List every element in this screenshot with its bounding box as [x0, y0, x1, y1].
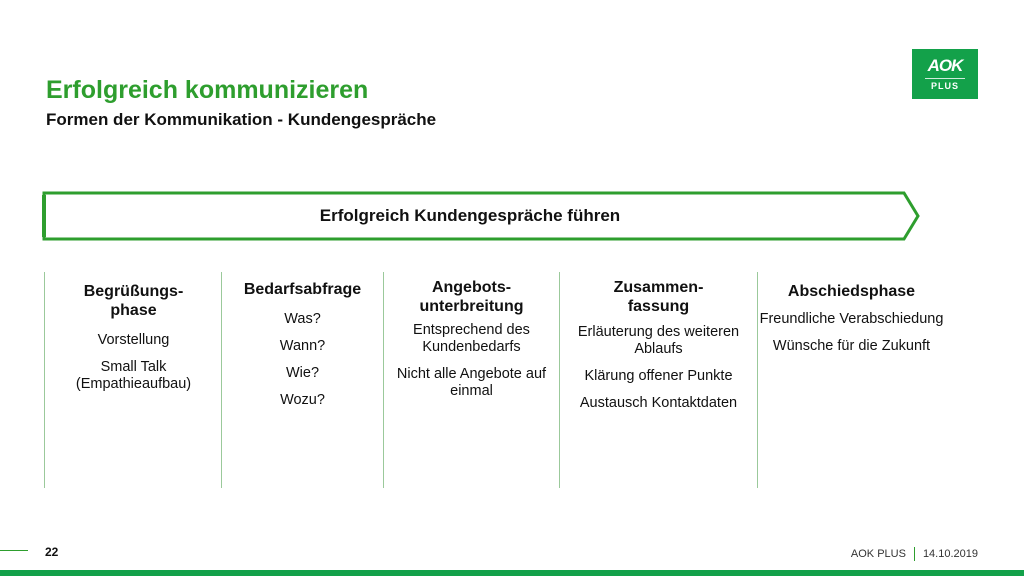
- footer-org: AOK PLUS: [850, 547, 906, 560]
- footer-info: [851, 547, 978, 561]
- footer-date: 14.10.2019: [922, 547, 978, 560]
- logo-subline: PLUS: [925, 78, 965, 91]
- page-number: 22: [45, 545, 59, 559]
- bottom-brand-bar: [0, 570, 1024, 576]
- phase-item: Klärung offener Punkte: [584, 368, 733, 384]
- phase-item: Was?: [284, 311, 321, 327]
- phase-column-summary: [559, 272, 757, 488]
- footer-accent-line: [0, 550, 28, 551]
- phase-item: Wünsche für die Zukunft: [772, 338, 931, 354]
- banner-title: Erfolgreich Kundengespräche führen: [319, 206, 621, 225]
- aok-plus-logo: [912, 49, 978, 99]
- phase-item: Wie?: [285, 365, 320, 381]
- logo-wordmark: AOK: [927, 56, 963, 75]
- phase-item: Entsprechend des Kundenbedarfs: [413, 322, 530, 355]
- phase-column-farewell: [757, 272, 945, 488]
- phase-heading: Begrüßungs- phase: [83, 283, 184, 319]
- page-title: Erfolgreich kommunizieren: [46, 76, 369, 104]
- phase-item: Vorstellung: [97, 332, 170, 348]
- phase-heading: Zusammen- fassung: [613, 279, 704, 315]
- phase-item: Erläuterung des weiteren Ablaufs: [577, 324, 740, 357]
- phase-column-offer: [383, 272, 559, 488]
- phase-item: Wozu?: [280, 392, 325, 408]
- phase-item: Austausch Kontaktdaten: [579, 395, 738, 411]
- phase-heading: Abschiedsphase: [787, 283, 916, 300]
- phase-heading: Bedarfsabfrage: [243, 281, 362, 298]
- phase-item: Freundliche Verabschiedung: [759, 311, 944, 327]
- footer-separator: [914, 547, 915, 561]
- phase-item: Wann?: [279, 338, 326, 354]
- phase-heading: Angebots- unterbreitung: [419, 279, 524, 315]
- phase-column-greeting: [44, 272, 222, 488]
- phase-item: Small Talk (Empathieaufbau): [75, 359, 192, 392]
- phase-item: Nicht alle Angebote auf einmal: [396, 366, 547, 399]
- phase-column-needs: [221, 272, 383, 488]
- page-subtitle: Formen der Kommunikation - Kundengespräche: [46, 110, 437, 129]
- process-banner: [42, 191, 922, 241]
